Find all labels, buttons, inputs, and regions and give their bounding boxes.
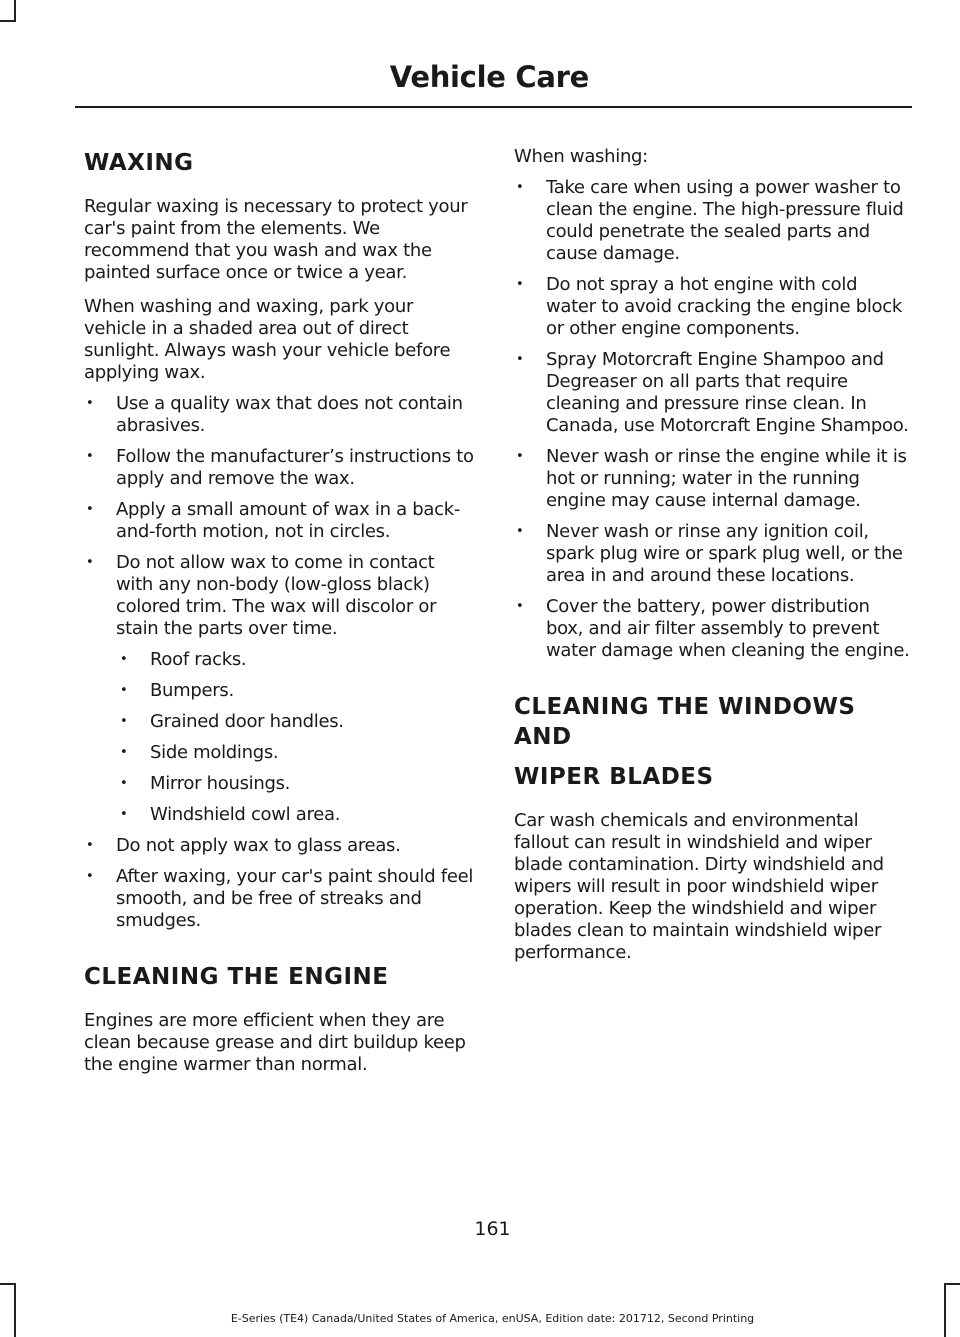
engine-washing-bullet: • Never wash or rinse any ignition coil, spark plug wire or spark plug well, or the area in and around these locations. (514, 521, 910, 587)
crop-mark-top-left-v (14, 0, 16, 22)
crop-mark-bottom-right-h (944, 1283, 960, 1285)
cleaning-engine-heading: CLEANING THE ENGINE (84, 964, 389, 990)
engine-washing-bullet-list (514, 177, 910, 662)
engine-washing-bullet: • Spray Motorcraft Engine Shampoo and Degreaser on all parts that require cleaning and pressure rinse clean. In Canada, use Motorcraft Engine Shampoo. (514, 349, 910, 437)
windows-paragraph-1: Car wash chemicals and environmental fallout can result in windshield and wiper blade contamination. Dirty windshield and wipers will result in poor windshield wiper operation. Keep the windshield and wiper blades clean to maintain windshield wiper performance. (514, 810, 884, 963)
trim-sub-bullet: • Side moldings. (84, 742, 476, 764)
engine-washing-bullet: • Never wash or rinse the engine while it is hot or running; water in the running engine may cause internal damage. (514, 446, 910, 512)
waxing-bullet: • Use a quality wax that does not contain abrasives. (84, 393, 476, 437)
waxing-paragraph-2: When washing and waxing, park your vehicle in a shaded area out of direct sunlight. Always wash your vehicle before applying wax. (84, 296, 451, 383)
page-number: 161 (474, 1218, 511, 1240)
engine-washing-bullet: • Cover the battery, power distribution box, and air filter assembly to prevent water damage when cleaning the engine. (514, 596, 910, 662)
waxing-heading: WAXING (84, 150, 194, 176)
engine-washing-bullet: • Do not spray a hot engine with cold water to avoid cracking the engine block or other engine components. (514, 274, 910, 340)
crop-mark-bottom-right-v (944, 1283, 946, 1337)
page-header-title: Vehicle Care (389, 60, 589, 94)
crop-mark-bottom-left-h (0, 1283, 16, 1285)
trim-sub-bullet: • Grained door handles. (84, 711, 476, 733)
crop-mark-top-left-h (0, 20, 16, 22)
cleaning-windows-heading-line-2: WIPER BLADES (514, 764, 714, 790)
waxing-bullet: • After waxing, your car's paint should feel smooth, and be free of streaks and smudges. (84, 866, 476, 932)
washing-intro: When washing: (514, 146, 648, 167)
engine-paragraph-1: Engines are more efficient when they are clean because grease and dirt buildup keep the engine warmer than normal. (84, 1010, 466, 1075)
trim-sub-bullet: • Bumpers. (84, 680, 476, 702)
cleaning-windows-heading (514, 692, 910, 792)
edition-footer: E-Series (TE4) Canada/United States of America, enUSA, Edition date: 201712, Second Printing (230, 1312, 755, 1325)
header-rule (75, 106, 912, 108)
cleaning-windows-heading-line-1: CLEANING THE WINDOWS AND (514, 694, 856, 750)
right-column (514, 146, 910, 964)
crop-mark-bottom-left-v (14, 1283, 16, 1337)
trim-sub-bullet: • Mirror housings. (84, 773, 476, 795)
left-column (84, 148, 476, 1076)
trim-sub-bullet: • Roof racks. (84, 649, 476, 671)
waxing-bullet: • Apply a small amount of wax in a back-and-forth motion, not in circles. (84, 499, 476, 543)
waxing-bullet: • Do not apply wax to glass areas. (84, 835, 476, 857)
engine-washing-bullet: • Take care when using a power washer to clean the engine. The high-pressure fluid could penetrate the sealed parts and cause damage. (514, 177, 910, 265)
waxing-bullet: • Do not allow wax to come in contact with any non-body (low-gloss black) colored trim. The wax will discolor or stain the parts over time. (84, 552, 476, 640)
waxing-bullet-list (84, 393, 476, 932)
waxing-bullet: • Follow the manufacturer’s instructions to apply and remove the wax. (84, 446, 476, 490)
waxing-paragraph-1: Regular waxing is necessary to protect your car's paint from the elements. We recommend that you wash and wax the painted surface once or twice a year. (84, 196, 468, 283)
trim-sub-bullet: • Windshield cowl area. (84, 804, 476, 826)
